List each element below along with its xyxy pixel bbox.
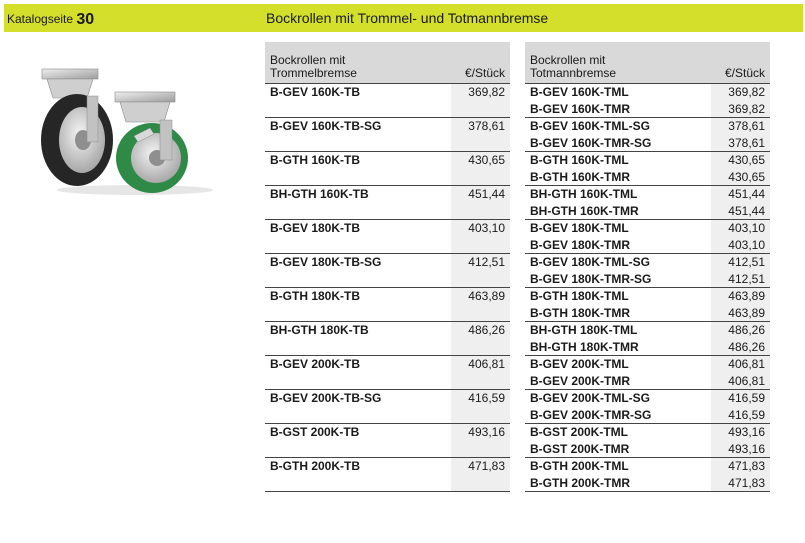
article-number: B-GTH 160K-TMR: [525, 169, 711, 186]
unit-price: 406,81: [711, 373, 770, 390]
article-number: BH-GTH 160K-TB: [265, 186, 451, 203]
unit-price: 486,26: [711, 339, 770, 356]
table-header-row: [525, 42, 770, 84]
table-row: [525, 84, 770, 101]
table-row: [525, 407, 770, 424]
article-number: B-GTH 200K-TML: [525, 458, 711, 475]
article-number: B-GTH 200K-TB: [265, 458, 451, 475]
empty-cell: [265, 237, 451, 254]
header-bar: [4, 4, 803, 32]
table-row: [265, 458, 510, 475]
empty-cell: [265, 203, 451, 220]
table-row-spacer: [265, 373, 510, 390]
table-row: [265, 220, 510, 237]
empty-price-cell: [451, 373, 510, 390]
price-column-header: €/Stück: [711, 42, 770, 84]
empty-cell: [265, 339, 451, 356]
table-row: [525, 475, 770, 492]
article-number: BH-GTH 180K-TML: [525, 322, 711, 339]
table-title: [265, 42, 451, 84]
unit-price: 369,82: [711, 84, 770, 101]
empty-cell: [265, 441, 451, 458]
unit-price: 378,61: [711, 118, 770, 135]
unit-price: 416,59: [711, 390, 770, 407]
unit-price: 378,61: [451, 118, 510, 135]
unit-price: 493,16: [711, 441, 770, 458]
article-number: B-GEV 160K-TMR-SG: [525, 135, 711, 152]
article-number: B-GEV 180K-TML-SG: [525, 254, 711, 271]
empty-price-cell: [451, 339, 510, 356]
table-row: [525, 169, 770, 186]
unit-price: 463,89: [711, 305, 770, 322]
empty-price-cell: [451, 135, 510, 152]
empty-price-cell: [451, 271, 510, 288]
unit-price: 430,65: [451, 152, 510, 169]
table-row-spacer: [265, 339, 510, 356]
table-row-spacer: [265, 271, 510, 288]
table-row-spacer: [265, 203, 510, 220]
article-number: B-GEV 180K-TMR-SG: [525, 271, 711, 288]
table-row: [265, 356, 510, 373]
table-row-spacer: [265, 237, 510, 254]
article-number: B-GEV 180K-TB-SG: [265, 254, 451, 271]
table-row: [265, 424, 510, 441]
article-number: B-GTH 180K-TB: [265, 288, 451, 305]
empty-cell: [265, 135, 451, 152]
table-row: [525, 441, 770, 458]
empty-cell: [265, 407, 451, 424]
table-row: [525, 288, 770, 305]
table-row: [265, 288, 510, 305]
unit-price: 471,83: [451, 458, 510, 475]
table-title-line: Bockrollen mit: [530, 53, 606, 67]
table-row: [525, 237, 770, 254]
unit-price: 403,10: [711, 220, 770, 237]
table-row: [525, 458, 770, 475]
unit-price: 451,44: [451, 186, 510, 203]
empty-price-cell: [451, 101, 510, 118]
unit-price: 416,59: [451, 390, 510, 407]
table-title-line: Trommelbremse: [270, 66, 357, 80]
catalog-label-text: Katalogseite: [7, 12, 74, 26]
black-castor-image: [41, 69, 113, 186]
empty-cell: [265, 373, 451, 390]
unit-price: 471,83: [711, 458, 770, 475]
unit-price: 493,16: [711, 424, 770, 441]
page-title: Bockrollen mit Trommel- und Totmannbremse: [266, 10, 549, 26]
table-row-spacer: [265, 407, 510, 424]
table-row: [525, 118, 770, 135]
empty-price-cell: [451, 407, 510, 424]
unit-price: 412,51: [451, 254, 510, 271]
article-number: B-GTH 180K-TML: [525, 288, 711, 305]
empty-price-cell: [451, 441, 510, 458]
article-number: B-GST 200K-TML: [525, 424, 711, 441]
price-column-header: €/Stück: [451, 42, 510, 84]
article-number: B-GTH 160K-TML: [525, 152, 711, 169]
unit-price: 463,89: [451, 288, 510, 305]
article-number: B-GEV 160K-TMR: [525, 101, 711, 118]
article-number: B-GTH 200K-TMR: [525, 475, 711, 492]
article-number: B-GEV 200K-TB: [265, 356, 451, 373]
empty-cell: [265, 271, 451, 288]
empty-price-cell: [451, 475, 510, 492]
table-row: [265, 322, 510, 339]
empty-cell: [265, 101, 451, 118]
article-number: B-GEV 200K-TMR-SG: [525, 407, 711, 424]
table-row: [265, 186, 510, 203]
table-title-line: Totmannbremse: [530, 66, 617, 80]
table-row: [525, 203, 770, 220]
article-number: BH-GTH 160K-TML: [525, 186, 711, 203]
product-photo: [30, 58, 230, 198]
deadman-brake-price-table: [525, 42, 770, 492]
unit-price: 412,51: [711, 254, 770, 271]
unit-price: 471,83: [711, 475, 770, 492]
unit-price: 406,81: [451, 356, 510, 373]
table-row: [265, 152, 510, 169]
table-row: [525, 152, 770, 169]
article-number: B-GEV 200K-TMR: [525, 373, 711, 390]
article-number: B-GEV 200K-TB-SG: [265, 390, 451, 407]
article-number: B-GEV 160K-TML: [525, 84, 711, 101]
article-number: B-GTH 160K-TB: [265, 152, 451, 169]
table-row-spacer: [265, 135, 510, 152]
unit-price: 493,16: [451, 424, 510, 441]
table-row-spacer: [265, 441, 510, 458]
empty-cell: [265, 475, 451, 492]
table-row: [525, 101, 770, 118]
table-row-spacer: [265, 169, 510, 186]
table-row: [525, 424, 770, 441]
empty-cell: [265, 305, 451, 322]
table-row: [265, 84, 510, 101]
catalog-page-label: [7, 10, 94, 28]
unit-price: 369,82: [711, 101, 770, 118]
unit-price: 416,59: [711, 407, 770, 424]
drum-brake-price-table: [265, 42, 510, 492]
table-header-row: [265, 42, 510, 84]
unit-price: 378,61: [711, 135, 770, 152]
table-row: [525, 220, 770, 237]
unit-price: 403,10: [711, 237, 770, 254]
table-row: [525, 390, 770, 407]
article-number: B-GEV 160K-TB: [265, 84, 451, 101]
table-row: [265, 254, 510, 271]
unit-price: 430,65: [711, 152, 770, 169]
table-row: [265, 118, 510, 135]
empty-price-cell: [451, 237, 510, 254]
article-number: BH-GTH 160K-TMR: [525, 203, 711, 220]
article-number: B-GEV 160K-TB-SG: [265, 118, 451, 135]
empty-price-cell: [451, 169, 510, 186]
article-number: B-GEV 200K-TML: [525, 356, 711, 373]
unit-price: 430,65: [711, 169, 770, 186]
empty-cell: [265, 169, 451, 186]
article-number: B-GEV 180K-TML: [525, 220, 711, 237]
table-row: [525, 373, 770, 390]
table-title-line: Bockrollen mit: [270, 53, 346, 67]
article-number: B-GST 200K-TB: [265, 424, 451, 441]
article-number: B-GEV 180K-TB: [265, 220, 451, 237]
table-row: [525, 271, 770, 288]
article-number: B-GEV 160K-TML-SG: [525, 118, 711, 135]
table-row: [525, 356, 770, 373]
table-row: [525, 305, 770, 322]
article-number: B-GEV 180K-TMR: [525, 237, 711, 254]
catalog-page-number: 30: [76, 11, 95, 28]
article-number: BH-GTH 180K-TB: [265, 322, 451, 339]
article-number: B-GEV 200K-TML-SG: [525, 390, 711, 407]
unit-price: 486,26: [451, 322, 510, 339]
unit-price: 451,44: [711, 186, 770, 203]
table-row: [525, 186, 770, 203]
unit-price: 369,82: [451, 84, 510, 101]
article-number: B-GTH 180K-TMR: [525, 305, 711, 322]
unit-price: 451,44: [711, 203, 770, 220]
unit-price: 403,10: [451, 220, 510, 237]
article-number: B-GST 200K-TMR: [525, 441, 711, 458]
table-row-spacer: [265, 305, 510, 322]
empty-price-cell: [451, 203, 510, 220]
table-row: [265, 390, 510, 407]
unit-price: 412,51: [711, 271, 770, 288]
table-row-spacer: [265, 475, 510, 492]
table-title: [525, 42, 711, 84]
unit-price: 463,89: [711, 288, 770, 305]
green-castor-image: [115, 92, 188, 193]
unit-price: 486,26: [711, 322, 770, 339]
empty-price-cell: [451, 305, 510, 322]
table-row: [525, 339, 770, 356]
article-number: BH-GTH 180K-TMR: [525, 339, 711, 356]
table-row-spacer: [265, 101, 510, 118]
table-row: [525, 135, 770, 152]
table-row: [525, 322, 770, 339]
table-row: [525, 254, 770, 271]
unit-price: 406,81: [711, 356, 770, 373]
